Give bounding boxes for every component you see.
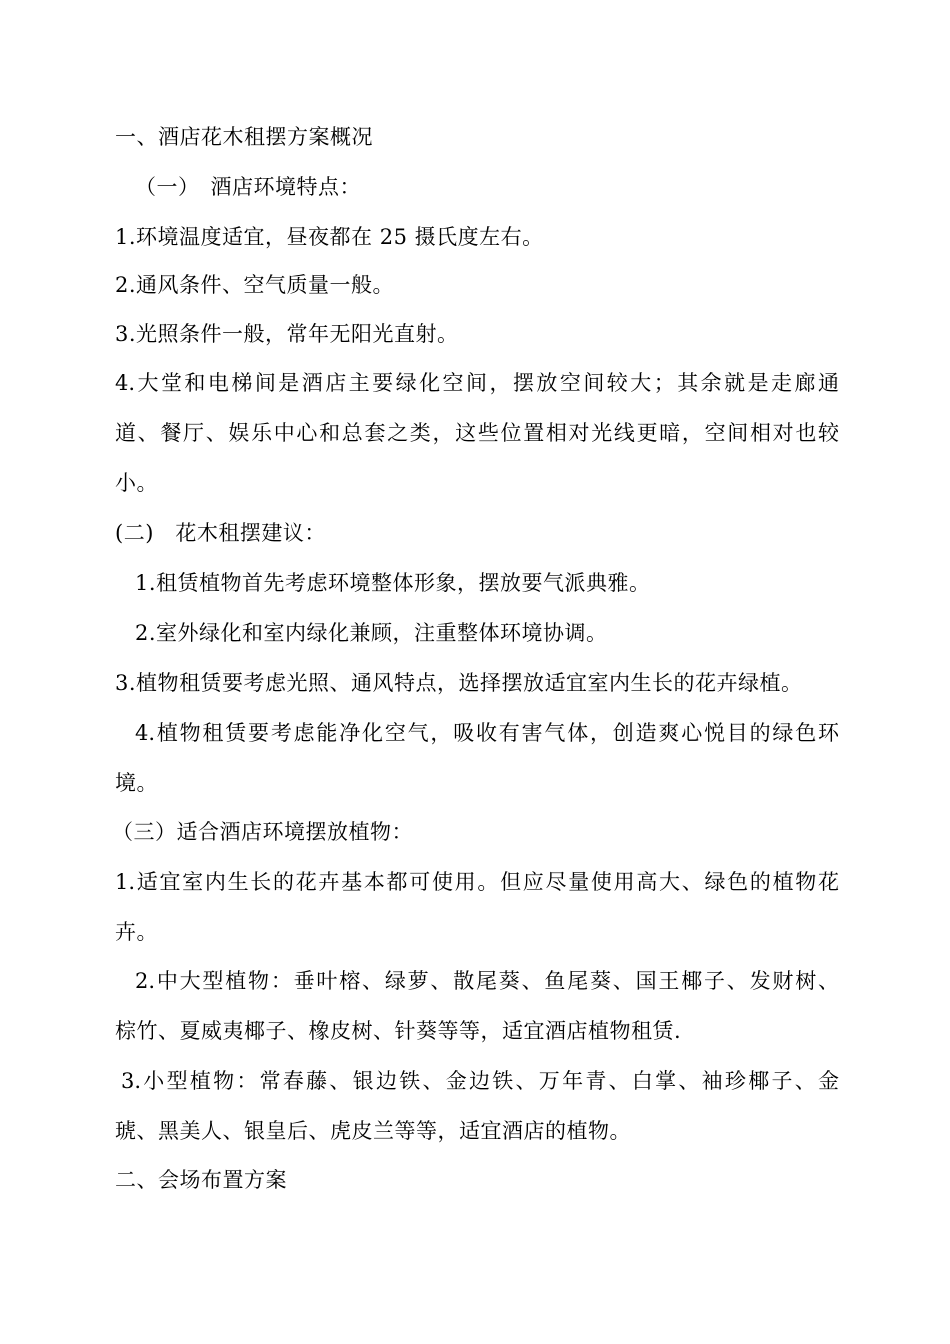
paragraph-line: 3.光照条件一般，常年无阳光直射。	[115, 322, 459, 346]
paragraph-line: 1.租赁植物首先考虑环境整体形象，摆放要气派典雅。	[135, 571, 651, 595]
paragraph-line: 2.通风条件、空气质量一般。	[115, 273, 395, 297]
paragraph-line: 2.中大型植物：垂叶榕、绿萝、散尾葵、鱼尾葵、国王椰子、发财树、	[135, 969, 839, 993]
subsection-heading-2: (二) 花木租摆建议：	[115, 521, 326, 545]
paragraph-line: 3.植物租赁要考虑光照、通风特点，选择摆放适宜室内生长的花卉绿植。	[115, 671, 803, 695]
subsection-heading-1: （一） 酒店环境特点：	[135, 175, 361, 199]
paragraph-line: 棕竹、夏威夷椰子、橡皮树、针葵等等，适宜酒店植物租赁.	[115, 1019, 682, 1043]
paragraph-line: 卉。	[115, 920, 158, 944]
paragraph-line: 4.大堂和电梯间是酒店主要绿化空间，摆放空间较大；其余就是走廊通	[115, 371, 839, 395]
paragraph-line: 道、餐厅、娱乐中心和总套之类，这些位置相对光线更暗，空间相对也较	[115, 421, 839, 445]
paragraph-line: 3.小型植物：常春藤、银边铁、金边铁、万年青、白掌、袖珍椰子、金	[121, 1069, 839, 1093]
section-heading-2: 二、会场布置方案	[115, 1168, 287, 1192]
paragraph-line: 2.室外绿化和室内绿化兼顾，注重整体环境协调。	[135, 621, 608, 645]
section-heading-1: 一、酒店花木租摆方案概况	[115, 125, 373, 149]
subsection-heading-3: （三）适合酒店环境摆放植物：	[112, 820, 413, 844]
paragraph-line: 1.环境温度适宜，昼夜都在 25 摄氏度左右。	[115, 225, 544, 249]
paragraph-line: 小。	[115, 471, 158, 495]
paragraph-line: 4.植物租赁要考虑能净化空气，吸收有害气体，创造爽心悦目的绿色环	[135, 721, 839, 745]
paragraph-line: 境。	[115, 771, 158, 795]
paragraph-line: 琥、黑美人、银皇后、虎皮兰等等，适宜酒店的植物。	[115, 1119, 631, 1143]
paragraph-line: 1.适宜室内生长的花卉基本都可使用。但应尽量使用高大、绿色的植物花	[115, 870, 839, 894]
